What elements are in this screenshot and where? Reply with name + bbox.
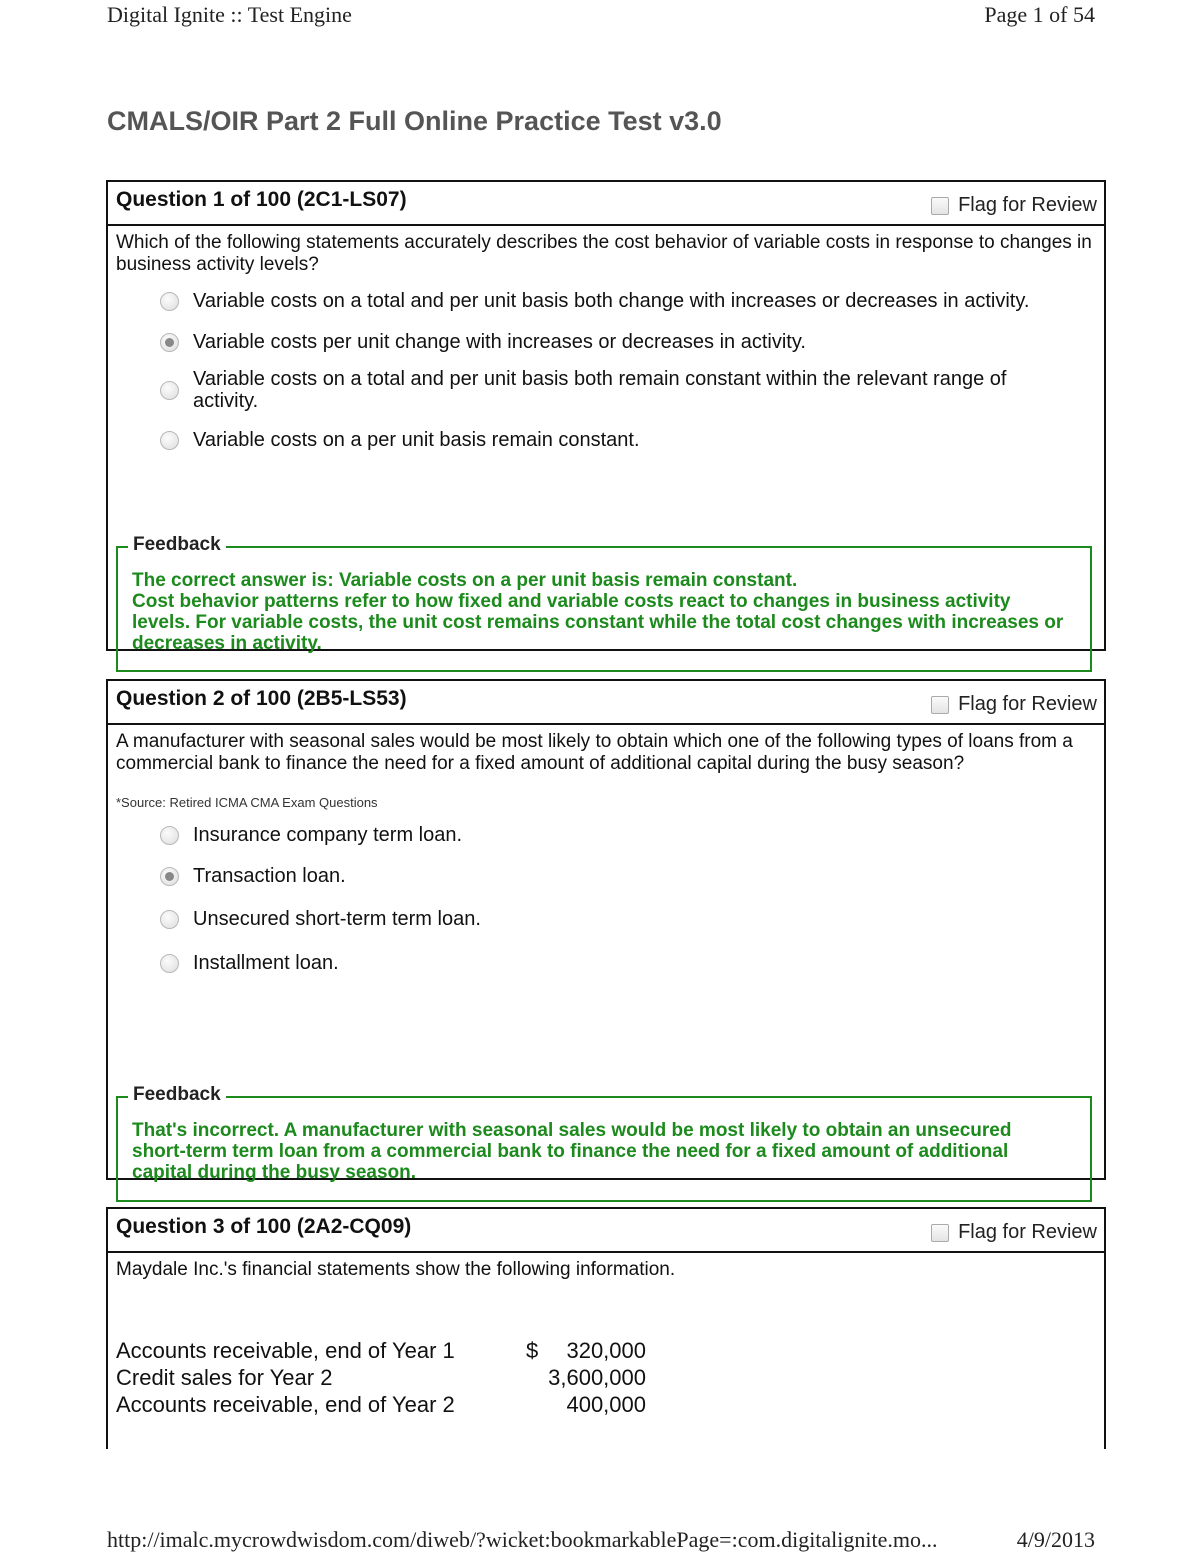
page-url: http://imalc.mycrowdwisdom.com/diweb/?wicket:bookmarkablePage=:com.digitalignite.mo... xyxy=(107,1527,938,1552)
flag-checkbox[interactable] xyxy=(931,696,949,714)
option-label: Variable costs on a total and per unit basis both change with increases or decreases in activity. xyxy=(193,290,1030,312)
row-currency xyxy=(526,1391,546,1418)
financial-data-table xyxy=(116,1337,646,1418)
feedback-box xyxy=(116,1084,1092,1202)
answer-option[interactable] xyxy=(160,865,1060,887)
question-stem: A manufacturer with seasonal sales would be most likely to obtain which one of the following types of loans from a commercial bank to finance the need for a fixed amount of additional capital during the busy season? xyxy=(116,731,1073,774)
table-row xyxy=(116,1391,646,1418)
option-label: Unsecured short-term term loan. xyxy=(193,908,481,930)
answer-option[interactable] xyxy=(160,952,1060,974)
row-currency xyxy=(526,1364,546,1391)
flag-label: Flag for Review xyxy=(958,1221,1097,1243)
option-label: Insurance company term loan. xyxy=(193,824,463,846)
row-amount: 400,000 xyxy=(566,1392,646,1417)
print-footer xyxy=(107,1527,1095,1553)
radio-button[interactable] xyxy=(160,431,179,450)
radio-button[interactable] xyxy=(160,910,179,929)
question-source: *Source: Retired ICMA CMA Exam Questions xyxy=(116,795,378,810)
table-row xyxy=(116,1364,646,1391)
answer-option[interactable] xyxy=(160,290,1060,312)
feedback-box xyxy=(116,534,1092,672)
question-body xyxy=(108,226,1104,654)
question-stem: Maydale Inc.'s financial statements show the following information. xyxy=(116,1259,676,1280)
question-title: Question 3 of 100 (2A2-CQ09) xyxy=(116,1215,412,1238)
radio-button[interactable] xyxy=(160,381,179,400)
flag-label: Flag for Review xyxy=(958,194,1097,216)
question-body xyxy=(108,1253,1104,1439)
option-label: Variable costs on a total and per unit basis both remain constant within the relevant range of activity. xyxy=(193,368,1007,412)
page-number: Page 1 of 54 xyxy=(984,2,1095,27)
feedback-text: The correct answer is: Variable costs on a per unit basis remain constant. Cost behavior patterns refer to how fixed and variable costs react to changes in business activity levels. For variable costs, the unit cost remains constant while the total cost changes with increases or decreases in activity. xyxy=(132,570,1064,654)
row-amount: 320,000 xyxy=(566,1338,646,1363)
answer-option[interactable] xyxy=(160,331,1060,353)
radio-button[interactable] xyxy=(160,292,179,311)
option-label: Transaction loan. xyxy=(193,865,346,887)
flag-label: Flag for Review xyxy=(958,693,1097,715)
question-3-card xyxy=(106,1207,1106,1449)
question-header xyxy=(108,182,1104,226)
question-header xyxy=(108,681,1104,725)
row-label: Credit sales for Year 2 xyxy=(116,1365,333,1390)
table-row xyxy=(116,1337,646,1364)
answer-option[interactable] xyxy=(160,368,1060,412)
question-title: Question 1 of 100 (2C1-LS07) xyxy=(116,188,407,211)
question-body xyxy=(108,725,1104,1183)
flag-checkbox[interactable] xyxy=(931,197,949,215)
answer-option[interactable] xyxy=(160,824,1060,846)
option-label: Variable costs on a per unit basis remain constant. xyxy=(193,429,640,451)
flag-for-review[interactable] xyxy=(931,693,1097,716)
flag-for-review[interactable] xyxy=(931,194,1097,217)
answer-option[interactable] xyxy=(160,429,1060,451)
row-amount: 3,600,000 xyxy=(548,1365,646,1390)
radio-button[interactable] xyxy=(160,826,179,845)
row-currency: $ xyxy=(526,1338,539,1363)
question-stem: Which of the following statements accurately describes the cost behavior of variable costs in response to changes in business activity levels? xyxy=(116,232,1092,275)
feedback-label: Feedback xyxy=(128,534,226,556)
question-2-card xyxy=(106,679,1106,1183)
print-date: 4/9/2013 xyxy=(1016,1527,1095,1552)
answer-option[interactable] xyxy=(160,908,1060,930)
print-header xyxy=(107,2,1095,28)
feedback-text: That's incorrect. A manufacturer with seasonal sales would be most likely to obtain an unsecured short-term term loan from a commercial bank to finance the need for a fixed amount of additional capital during the busy season. xyxy=(132,1120,1012,1183)
row-label: Accounts receivable, end of Year 1 xyxy=(116,1338,455,1363)
question-title: Question 2 of 100 (2B5-LS53) xyxy=(116,687,407,710)
flag-for-review[interactable] xyxy=(931,1221,1097,1244)
feedback-label: Feedback xyxy=(128,1084,226,1106)
option-label: Installment loan. xyxy=(193,952,339,974)
option-label: Variable costs per unit change with increases or decreases in activity. xyxy=(193,331,806,353)
app-title: Digital Ignite :: Test Engine xyxy=(107,2,352,27)
radio-button-selected[interactable] xyxy=(160,867,179,886)
question-1-card xyxy=(106,180,1106,654)
flag-checkbox[interactable] xyxy=(931,1224,949,1242)
question-header xyxy=(108,1209,1104,1253)
radio-button[interactable] xyxy=(160,954,179,973)
row-label: Accounts receivable, end of Year 2 xyxy=(116,1392,455,1417)
radio-button-selected[interactable] xyxy=(160,333,179,352)
page-title: CMALS/OIR Part 2 Full Online Practice Test v3.0 xyxy=(107,106,722,136)
